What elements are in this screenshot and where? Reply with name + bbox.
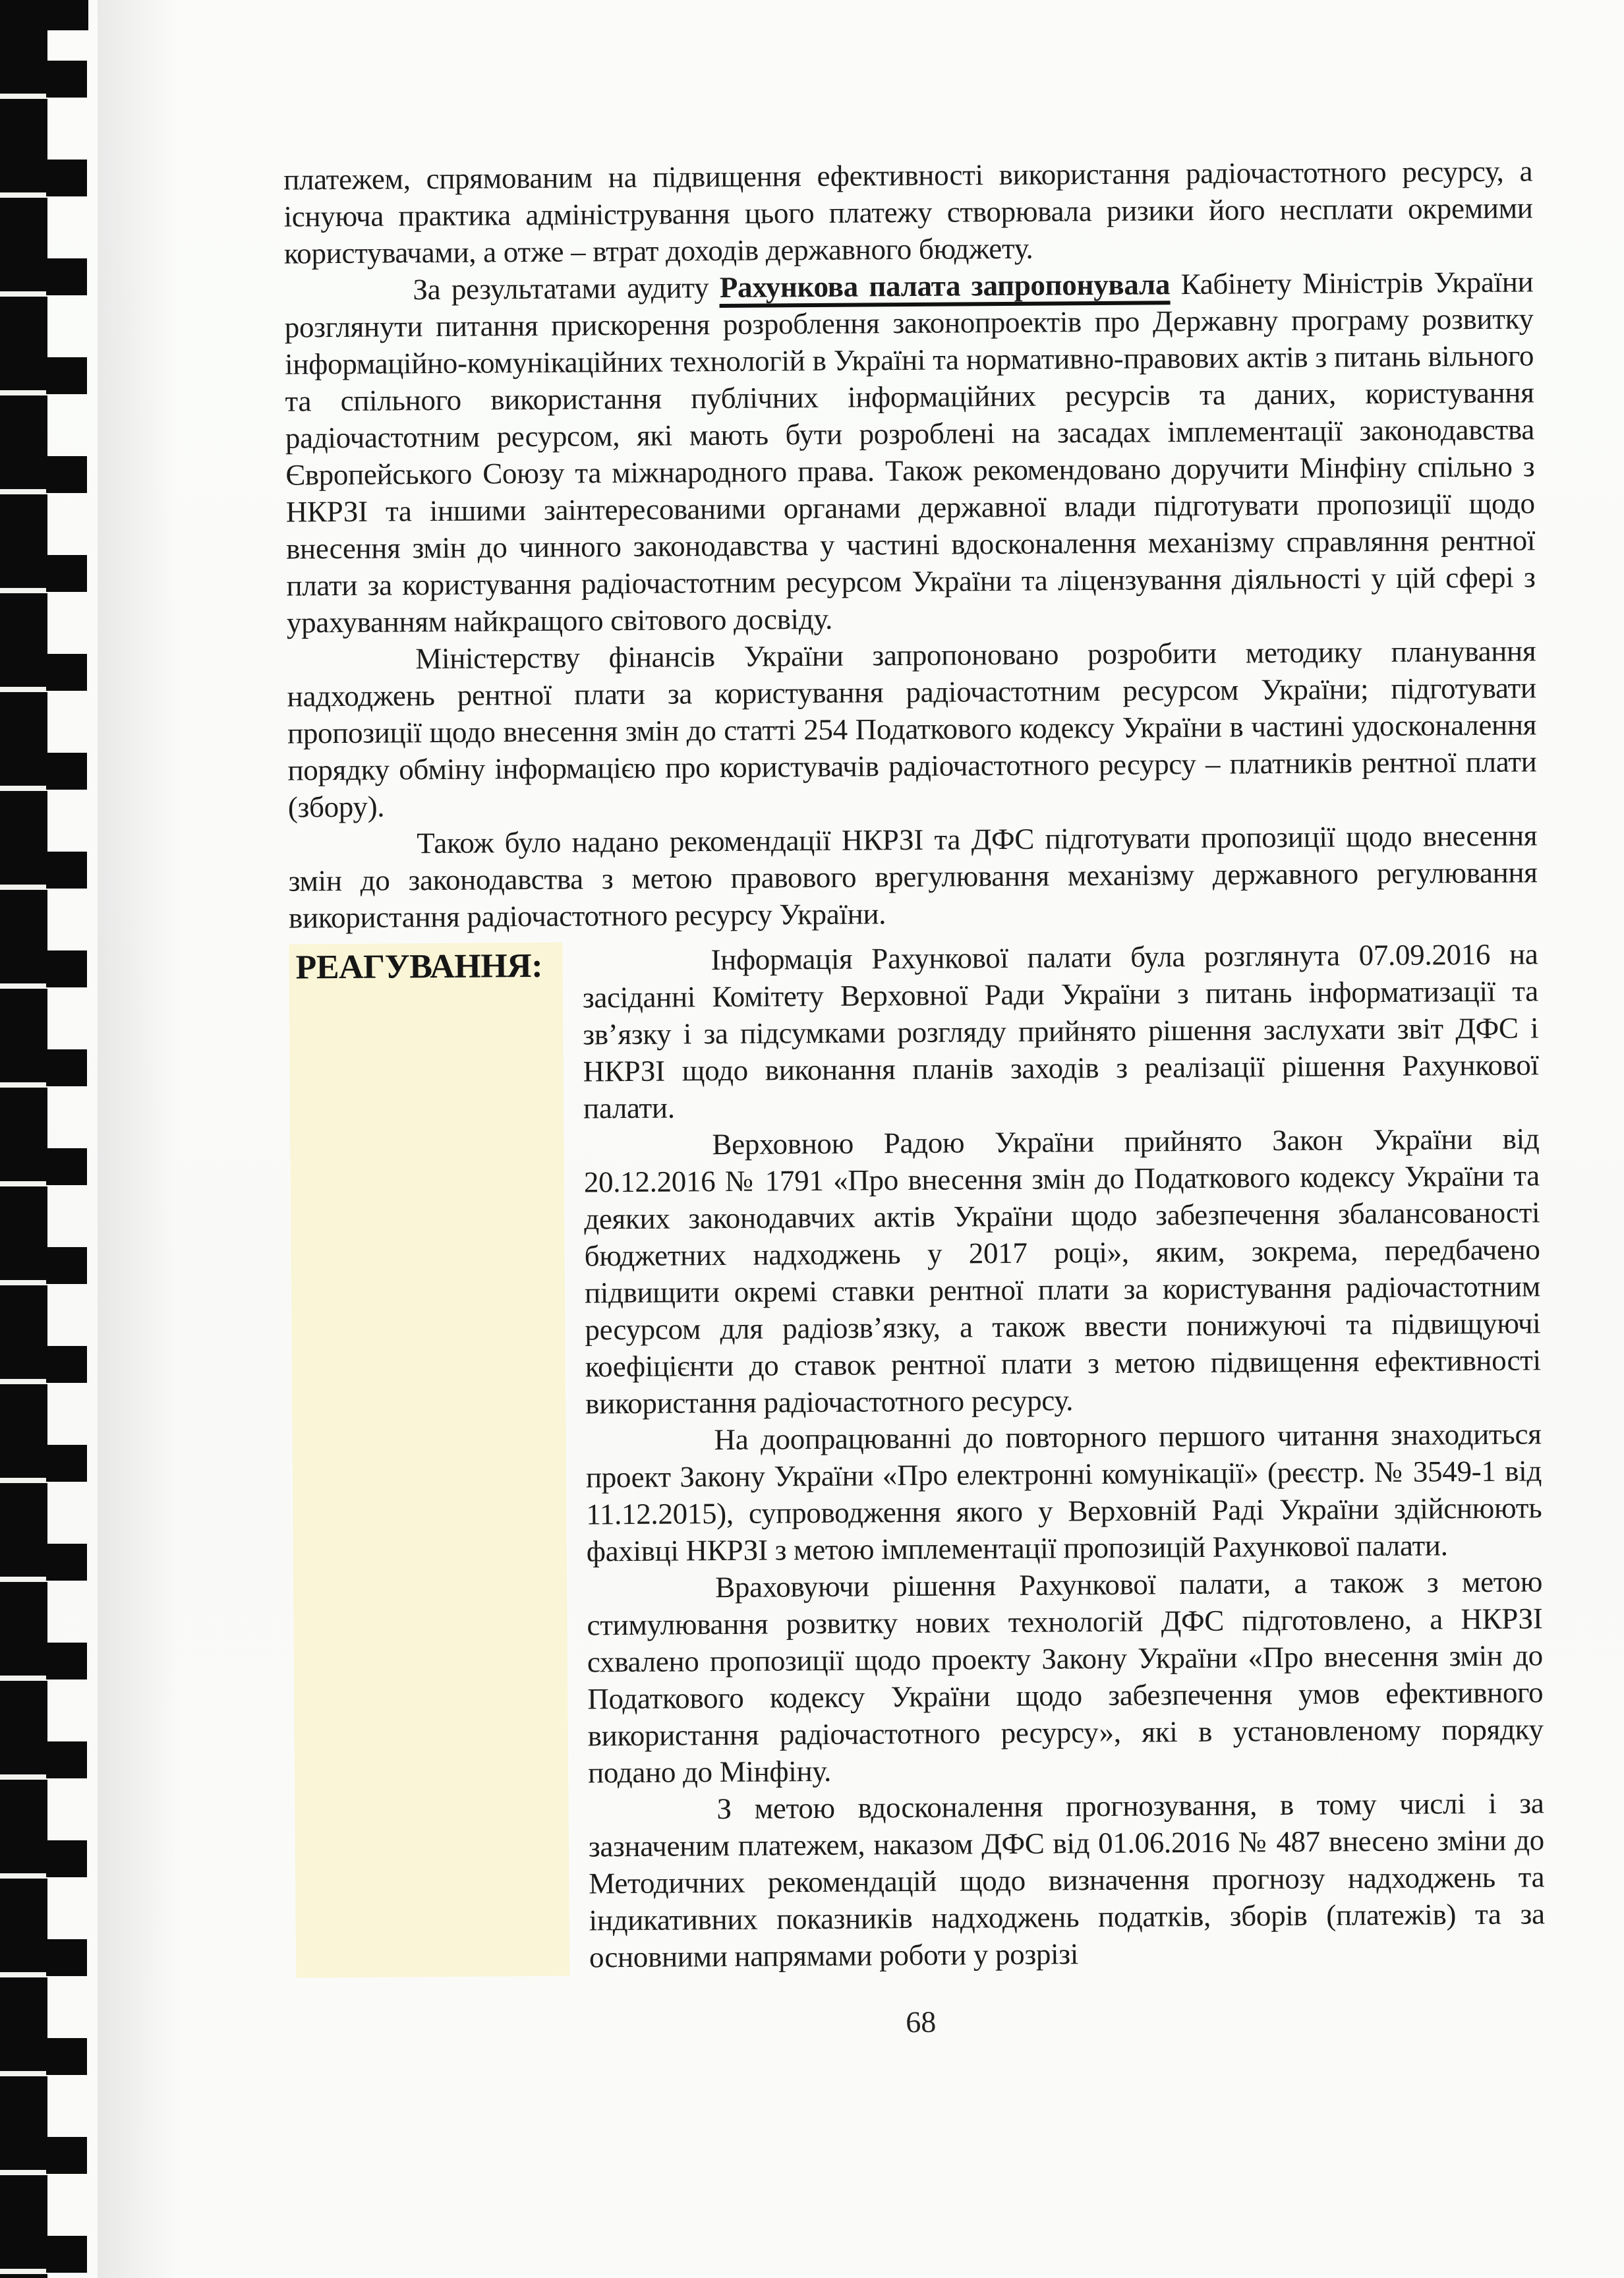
binding-strip: [0, 0, 99, 2278]
binding-shadow: [98, 0, 177, 2278]
binding-teeth: [46, 0, 87, 2278]
page-number: 68: [906, 2004, 937, 2039]
reaction-label: РЕАГУВАННЯ:: [295, 947, 543, 987]
reaction-paragraph: Враховуючи рішення Рахункової палати, а також з метою стимулювання розвитку нових технологій ДФС підготовлено, а НКРЗІ схвалено пропозиції щодо проекту Закону України «Про внесення змін до Податкового кодексу України щодо забезпечення умов ефективного використання радіочастотного ресурсу», які в установленому порядку подано до Мінфіну.: [587, 1565, 1544, 1790]
reaction-highlight: [289, 943, 569, 1978]
paragraph-text-after: Кабінету Міністрів України розглянути питання прискорення розроблення законопроектів про Державну програму розвитку інформаційно-комунікаційних технологій в Україні та нормативно-правових актів з питань вільного та спільного використання публічних інформаційних ресурсів та даних, користування радіочастотним ресурсом, які мають бути розроблені на засадах імплементації законодавства Європейського Союзу та міжнародного права. Також рекомендовано доручити Мінфіну спільно з НКРЗІ та іншими заінтересованими органами державної влади підготувати пропозиції щодо внесення змін до чинного законодавства у частині вдосконалення механізму справляння рентної плати за користування радіочастотним ресурсом України та ліцензування діяльності у цій сфері з урахуванням найкращого світового досвіду.: [284, 265, 1536, 639]
reaction-paragraph: На доопрацюванні до повторного першого читання знаходиться проект Закону України «Про електронні комунікації» (реєстр. № 3549-1 від 11.12.2015), супроводження якого у Верховній Раді України здійснюють фахівці НКРЗІ з метою імплементації пропозицій Рахункової палати.: [585, 1417, 1542, 1568]
body-paragraph: Міністерству фінансів України запропоновано розробити методику планування надходжень рентної плати за користування радіочастотним ресурсом України; підготувати пропозиції щодо внесення змін до статті 254 Податкового кодексу України в частині удосконалення порядку обміну інформацією про користувачів радіочастотного ресурсу – платників рентної плати (збору).: [287, 634, 1537, 824]
reaction-column: [582, 935, 1545, 1975]
reaction-section: [289, 935, 1545, 1977]
body-paragraph: Також було надано рекомендації НКРЗІ та ДФС підготувати пропозиції щодо внесення змін до законодавства з метою правового врегулювання механізму державного регулювання використання радіочастотного ресурсу України.: [288, 819, 1538, 935]
reaction-paragraph: Інформація Рахункової палати була розглянута 07.09.2016 на засіданні Комітету Верховної Ради України з питань інформатизації та зв’язку і за підсумками розгляду прийнято рішення заслухати звіт ДФС і НКРЗІ щодо виконання планів заходів з реалізації рішення Рахункової палати.: [582, 937, 1539, 1125]
binding-tooth-top: [46, 0, 88, 30]
binding-bar: [0, 0, 47, 2278]
reaction-paragraph: Верховною Радою України прийнято Закон України від 20.12.2016 № 1791 «Про внесення змін до Податкового кодексу України та деяких законодавчих актів України щодо забезпечення збалансованості бюджетних надходжень у 2017 році», яким, зокрема, передбачено підвищити окремі ставки рентної плати за користування радіочастотним ресурсом для радіозв’язку, а також ввести понижуючі та підвищуючі коефіцієнти до ставок рентної плати з метою підвищення ефективності використання радіочастотного ресурсу.: [583, 1122, 1541, 1420]
body-paragraph: платежем, спрямованим на підвищення ефективності використання радіочастотного ресурсу, а існуюча практика адміністрування цього платежу створювала ризики його несплати окремими користувачами, а отже – втрат доходів державного бюджету.: [283, 154, 1533, 270]
bold-underlined-phrase: Рахункова палата запропонувала: [720, 268, 1171, 308]
reaction-paragraph: З метою вдосконалення прогнозування, в тому числі і за зазначеним платежем, наказом ДФС від 01.06.2016 № 487 внесено зміни до Методичних рекомендацій щодо визначення прогнозу надходжень та індикативних показників надходжень податків, зборів (платежів) та за основними напрямами роботи у розрізі: [588, 1786, 1545, 1974]
body-paragraph: [284, 263, 1536, 641]
page-content: [283, 152, 1546, 2045]
paragraph-text-before: За результатами аудиту: [413, 270, 720, 307]
